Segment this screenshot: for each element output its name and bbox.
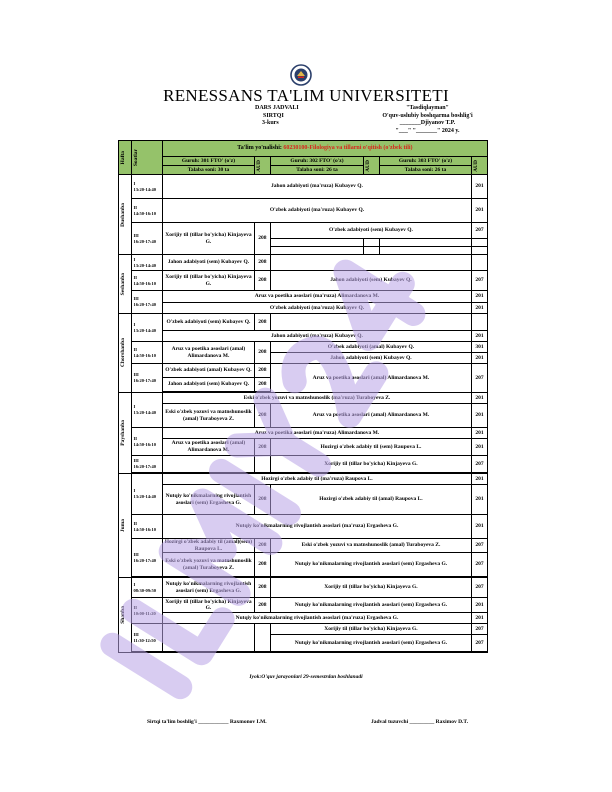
empty-cell bbox=[364, 239, 380, 247]
group-name: Guruh: 302 FTO' (o'z) bbox=[270, 157, 363, 166]
university-logo bbox=[290, 64, 312, 86]
pair-time: I 08:30-09:50 bbox=[132, 578, 162, 598]
approval-line: _______Djiyanov T.P. bbox=[399, 120, 456, 126]
lesson-cell: Aruz va poetika asoslari (amal) Alimardanova M. bbox=[162, 439, 254, 456]
lesson-cell: Eski o'zbek yozuvi va matnshunoslik (ma'ruza) Turaboyeva Z. bbox=[162, 393, 471, 404]
room-cell: 208 bbox=[255, 364, 271, 378]
room-cell: 201 bbox=[472, 291, 488, 303]
empty-cell bbox=[255, 624, 271, 652]
room-cell: 201 bbox=[472, 199, 488, 223]
day-column-header: Hafta bbox=[119, 141, 132, 175]
lesson-cell: Nutqiy ko'nikmalarning rivojlantish asoslari (sem) Ergasheva G. bbox=[162, 485, 254, 515]
lesson-cell: Hozirgi o'zbek adabiy til (amal) Raupova L. bbox=[270, 485, 471, 515]
lesson-cell: Xorijiy til (tillar bo'yicha) Kinjayeva G. bbox=[162, 223, 254, 255]
header-line: SIRTQI bbox=[263, 112, 284, 119]
room-cell: 201 bbox=[472, 515, 488, 539]
day-label: Chorshanba bbox=[119, 314, 132, 393]
room-cell: 208 bbox=[255, 255, 271, 271]
lesson-cell: O'zbek adabiyoti (amal) Kubayev Q. bbox=[162, 364, 254, 378]
room-cell: 208 bbox=[255, 404, 271, 428]
room-cell: 201 bbox=[472, 353, 488, 364]
lesson-cell: Jahon adabiyoti (sem) Kubayev Q. bbox=[270, 353, 471, 364]
lesson-cell: Aruz va poetika asoslari (amal) Alimardanova M. bbox=[162, 342, 254, 364]
pair-time: II 14:50-16:10 bbox=[132, 342, 162, 364]
lesson-cell: Nutqiy ko'nikmalarning rivojlantish asoslari (sem) Ergasheva G. bbox=[270, 598, 471, 613]
empty-cell bbox=[270, 314, 471, 331]
pair-time: III 11:30-12:50 bbox=[132, 624, 162, 652]
room-cell: 208 bbox=[255, 485, 271, 515]
empty-cell bbox=[270, 247, 363, 255]
room-cell: 201 bbox=[472, 474, 488, 485]
group-students: Talaba soni: 26 ta bbox=[270, 166, 363, 175]
room-cell: 201 bbox=[472, 439, 488, 456]
approval-line: "___" "_______" 2024 y. bbox=[395, 127, 460, 134]
program-title bbox=[162, 141, 487, 157]
lesson-cell: Nutqiy ko'nikmalarning rivojlantish asoslari (sem) Ergasheva G. bbox=[270, 553, 471, 577]
approval-line: "Tasdiqlayman" bbox=[406, 105, 449, 111]
pair-time: III 16:20-17:40 bbox=[132, 364, 162, 393]
lesson-cell: Eski o'zbek yozuvi va matnshunoslik (amal) Turaboyeva Z. bbox=[270, 539, 471, 553]
lesson-cell: Jahon adabiyoti (ma'ruza) Kubayev Q. bbox=[162, 175, 471, 199]
day-label: Payshanba bbox=[119, 393, 132, 474]
day-label: Juma bbox=[119, 474, 132, 578]
room-cell: 207 bbox=[472, 624, 488, 635]
lesson-cell: Jahon adabiyoti (sem) Kubayev Q. bbox=[162, 378, 254, 392]
time-column-header: Soatlar bbox=[132, 141, 162, 175]
pair-time: III 16:20-17:40 bbox=[132, 291, 162, 314]
room-cell: 208 bbox=[255, 578, 271, 598]
lesson-cell: Nutqiy ko'nikmalarning rivojlantish asoslari (ma'ruza) Ergasheva G. bbox=[162, 613, 471, 624]
group-name: Guruh: 303 FTO' (o'z) bbox=[379, 157, 471, 166]
lesson-cell: O'zbek adabiyoti (ma'ruza) Kubayev Q. bbox=[162, 199, 471, 223]
program-name: 60230100-Filologiya va tillarni o'qitish (o'zbek tili) bbox=[283, 145, 413, 152]
lesson-cell: Nutqiy ko'nikmalarning rivojlantish asoslari (sem) Ergasheva G. bbox=[270, 635, 471, 652]
lesson-cell: Jahon adabiyoti (sem) Kubayev Q. bbox=[270, 271, 471, 291]
room-cell: 201 bbox=[472, 613, 488, 624]
room-cell: 207 bbox=[472, 364, 488, 393]
room-cell: 201 bbox=[472, 331, 488, 342]
empty-cell bbox=[379, 247, 471, 255]
signature-left: Sirtqi ta'lim boshlig'i ___________ Raxmonov I.M. bbox=[147, 719, 267, 725]
room-cell: 201 bbox=[472, 404, 488, 428]
room-cell: 207 bbox=[472, 553, 488, 577]
lesson-cell: Nutqiy ko'nikmalarning rivojlantish asoslari (ma'ruza) Ergasheva G. bbox=[162, 515, 471, 539]
group-name: Guruh: 301 FTO' (o'z) bbox=[162, 157, 254, 166]
room-cell: 201 bbox=[472, 598, 488, 613]
room-cell: 201 bbox=[472, 393, 488, 404]
room-cell: 207 bbox=[472, 456, 488, 473]
pair-time: III 16:20-17:40 bbox=[132, 223, 162, 255]
room-cell: 208 bbox=[255, 342, 271, 364]
program-label: Ta'lim yo'nalishi: bbox=[237, 145, 282, 152]
lesson-cell: Nutqiy ko'nikmalarning rivojlantish asoslari (sem) Ergasheva G. bbox=[162, 578, 254, 598]
room-cell: 208 bbox=[255, 271, 271, 291]
lesson-cell: Xorijiy til (tillar bo'yicha) Kinjayeva G. bbox=[270, 578, 471, 598]
empty-cell bbox=[472, 255, 488, 271]
group-students: Talaba soni: 26 ta bbox=[379, 166, 471, 175]
day-label: Seshanba bbox=[119, 255, 132, 314]
pair-time: I 13:20-14:40 bbox=[132, 314, 162, 342]
lesson-cell: O'zbek adabiyoti (sem) Kubayev Q. bbox=[270, 223, 471, 239]
room-cell: 208 bbox=[255, 439, 271, 456]
approval-line: O'quv-uslubiy boshqarma boshlig'i bbox=[382, 112, 473, 119]
pair-time: II 10:00-11:20 bbox=[132, 598, 162, 624]
pair-time: II 14:50-16:10 bbox=[132, 428, 162, 456]
day-label: Dushanba bbox=[119, 175, 132, 255]
lesson-cell: Hozirgi o'zbek adabiy til (amal)(sem) Raupova L. bbox=[162, 539, 254, 553]
aud-header: AUD bbox=[255, 157, 271, 175]
pair-time: I 13:20-14:40 bbox=[132, 255, 162, 271]
aud-header: AUD bbox=[364, 157, 380, 175]
room-cell: 208 bbox=[255, 314, 271, 331]
pair-time: II 14:50-16:10 bbox=[132, 515, 162, 539]
lesson-cell: Hozirgi o'zbek adabiy til (sem) Raupova L. bbox=[270, 439, 471, 456]
approval-block bbox=[370, 105, 485, 135]
pair-time: I 13:20-14:40 bbox=[132, 175, 162, 199]
empty-cell bbox=[379, 239, 471, 247]
lesson-cell: Aruz va poetika asoslari (amal) Alimardanova M. bbox=[270, 364, 471, 393]
empty-cell bbox=[162, 624, 254, 652]
lesson-cell: Xorijiy til (tillar bo'yicha) Kinjayeva G. bbox=[270, 624, 471, 635]
lesson-cell: Jahon adabiyoti (ma'ruza) Kubayev Q. bbox=[162, 331, 471, 342]
lesson-cell: Aruz va poetika asoslari (ma'ruza) Alimardanova M. bbox=[162, 291, 471, 303]
empty-cell bbox=[162, 456, 254, 473]
university-title: RENESSANS TA'LIM UNIVERSITETI bbox=[163, 86, 449, 105]
pair-time: I 13:20-14:40 bbox=[132, 393, 162, 428]
room-cell: 301 bbox=[472, 342, 488, 353]
header-line: 3-kurs bbox=[262, 120, 279, 126]
lesson-cell: Hozirgi o'zbek adabiy til (ma'ruza) Raupova L. bbox=[162, 474, 471, 485]
empty-cell bbox=[132, 652, 488, 653]
room-cell: 207 bbox=[472, 223, 488, 239]
room-cell: 207 bbox=[472, 578, 488, 598]
empty-cell bbox=[472, 239, 488, 247]
footer-note: Iyok:O'quv jarayonlari 29-semestrdan boshlanadi bbox=[249, 674, 363, 680]
empty-cell bbox=[364, 247, 380, 255]
lesson-cell: Aruz va poetika asoslari (ma'ruza) Alimardanova M. bbox=[162, 428, 471, 439]
room-cell: 208 bbox=[255, 378, 271, 392]
lesson-cell: Xorijiy til (tillar bo'yicha) Kinjayeva G. bbox=[270, 456, 471, 473]
pair-time: I 13:20-14:40 bbox=[132, 474, 162, 515]
lesson-cell: Jahon adabiyoti (sem) Kubayev Q. bbox=[162, 255, 254, 271]
schedule-table bbox=[118, 140, 488, 653]
empty-cell bbox=[255, 456, 271, 473]
lesson-cell: O'zbek adabiyoti (sem) Kubayev Q. bbox=[162, 314, 254, 331]
room-cell: 201 bbox=[472, 303, 488, 314]
lesson-cell: Xorijiy til (tillar bo'yicha) Kinjayeva G. bbox=[162, 598, 254, 613]
schedule-header-left bbox=[255, 105, 355, 128]
empty-cell bbox=[472, 314, 488, 331]
room-cell: 207 bbox=[472, 539, 488, 553]
lesson-cell: O'zbek adabiyoti (ma'ruza) Kubayev Q. bbox=[162, 303, 471, 314]
pair-time: III 16:20-17:40 bbox=[132, 539, 162, 577]
room-cell: 208 bbox=[255, 553, 271, 577]
signature-right: Jadval tuzuvchi _________ Raximov D.T. bbox=[371, 719, 469, 725]
room-cell: 207 bbox=[472, 635, 488, 652]
empty-cell bbox=[472, 247, 488, 255]
room-cell: 208 bbox=[255, 539, 271, 553]
empty-cell bbox=[270, 255, 471, 271]
pair-time: II 14:50-16:10 bbox=[132, 271, 162, 291]
pair-time: III 16:20-17:40 bbox=[132, 456, 162, 473]
room-cell: 207 bbox=[472, 271, 488, 291]
day-label: Shanba bbox=[119, 578, 132, 653]
header-line: DARS JADVALI bbox=[255, 105, 299, 111]
lesson-cell: Eski o'zbek yozuvi va matnshunoslik (amal) Turaboyeva Z. bbox=[162, 404, 254, 428]
room-cell: 208 bbox=[255, 598, 271, 613]
room-cell: 201 bbox=[472, 485, 488, 515]
group-students: Talaba soni: 30 ta bbox=[162, 166, 254, 175]
room-cell: 201 bbox=[472, 175, 488, 199]
room-cell: 208 bbox=[255, 223, 271, 255]
empty-cell bbox=[270, 239, 363, 247]
lesson-cell: Xorijiy til (tillar bo'yicha) Kinjayeva G. bbox=[162, 271, 254, 291]
aud-header: AUD bbox=[472, 157, 488, 175]
room-cell: 201 bbox=[472, 428, 488, 439]
lesson-cell: Eski o'zbek yozuvi va matnshunoslik (amal) Turaboyeva Z. bbox=[162, 553, 254, 577]
lesson-cell: O'zbek adabiyoti (amal) Kubayev Q. bbox=[270, 342, 471, 353]
pair-time: II 14:50-16:10 bbox=[132, 199, 162, 223]
lesson-cell: Aruz va poetika asoslari (amal) Alimardanova M. bbox=[270, 404, 471, 428]
